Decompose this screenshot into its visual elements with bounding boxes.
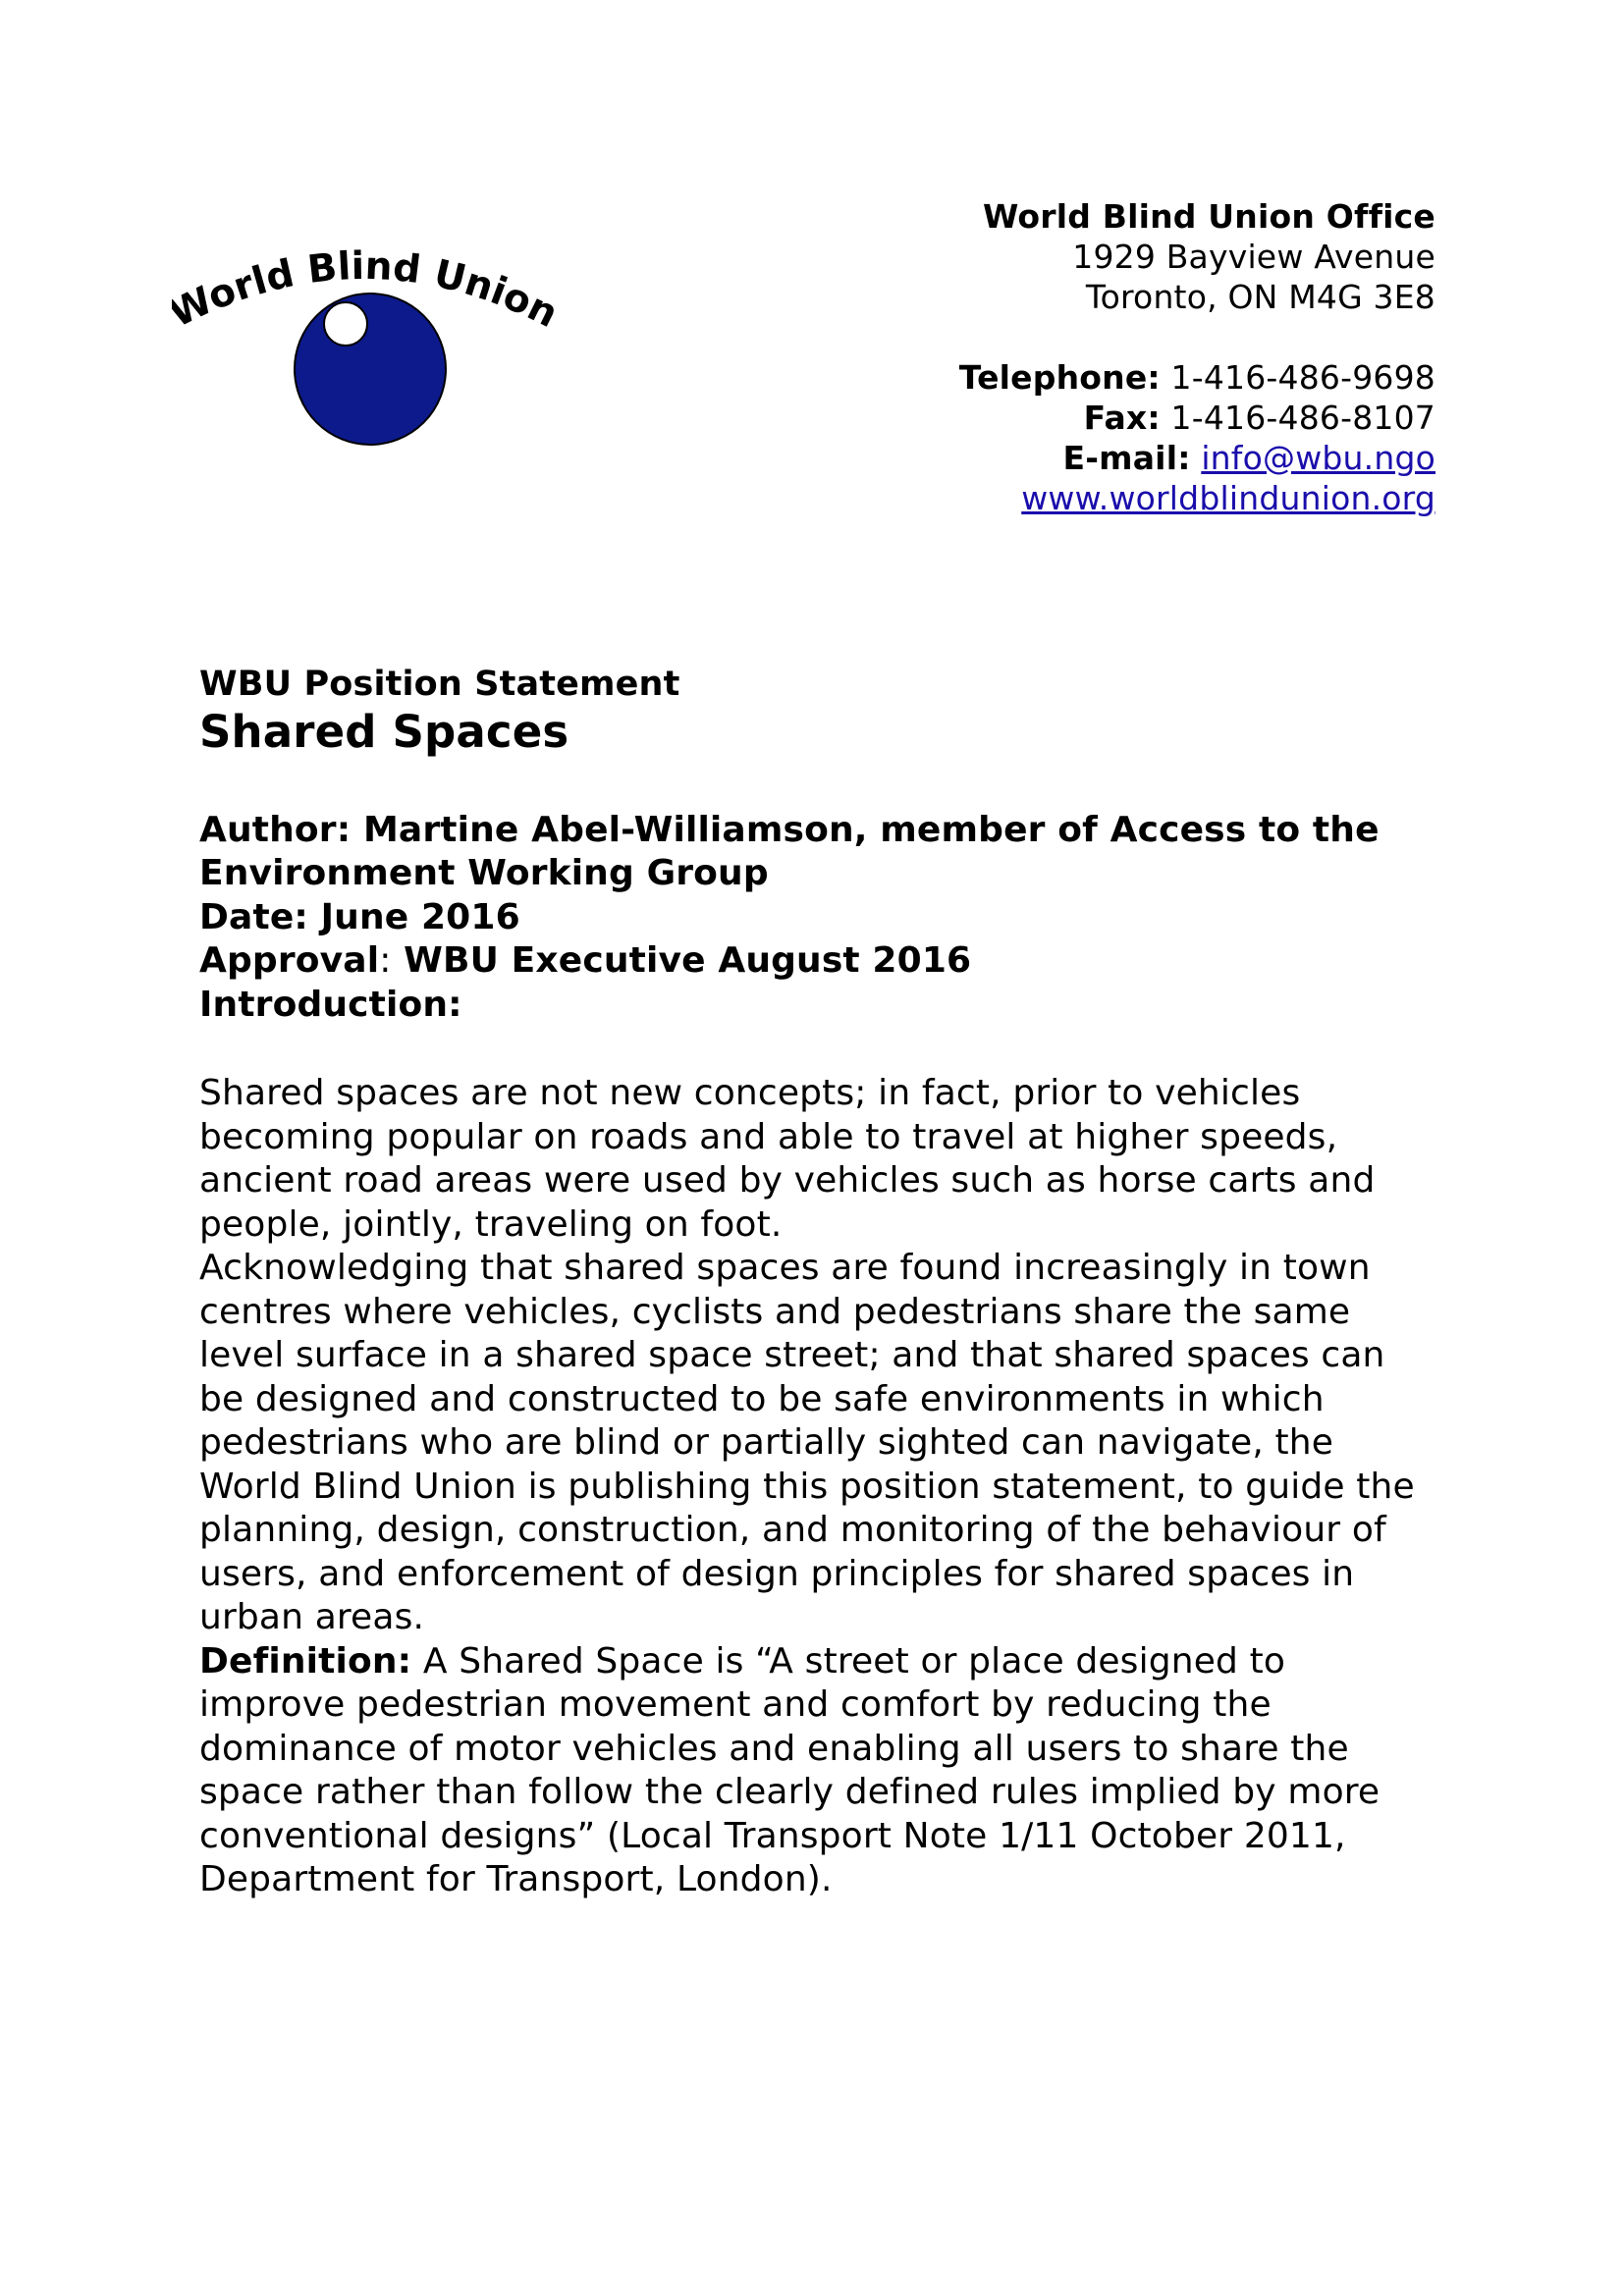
definition-label: Definition: [199,1640,412,1682]
logo-graphic [172,245,569,456]
world-blind-union-logo [172,245,569,456]
date-line: Date: June 2016 [199,896,520,937]
office-email [959,438,1435,478]
office-website [959,478,1435,518]
office-contact-block [959,196,1435,518]
spacer [959,317,1435,357]
website-link[interactable]: www.worldblindunion.org [1021,479,1435,517]
approval-label: Approval [199,940,380,981]
approval-line: Approval: WBU Executive August 2016 [199,940,972,981]
introduction-section [199,1072,1436,1640]
logo-ball-highlight [324,302,367,346]
document-body [199,663,1436,1902]
approval-value: WBU Executive August 2016 [391,940,972,981]
office-fax [959,398,1435,438]
email-label: E-mail: [1062,439,1191,477]
office-street: 1929 Bayview Avenue [1072,238,1435,276]
definition-paragraph [199,1640,1436,1902]
email-link[interactable]: info@wbu.ngo [1201,439,1435,477]
intro-paragraph: Acknowledging that shared spaces are found increasingly in town centres where vehicles, cyclists and pedestrians share the same level surface in a shared space street; and that shared spaces can be designed and constructed to be safe environments in which pedestrians who are blind or partially sighted can navigate, the World Blind Union is publishing this position statement, to guide the planning, design, construction, and monitoring of the behaviour of users, and enforcement of design principles for shared spaces in urban areas. [199,1248,1415,1637]
fax-number: 1-416-486-8107 [1170,399,1435,437]
telephone-number: 1-416-486-9698 [1170,358,1435,397]
office-telephone [959,357,1435,398]
document-title: Shared Spaces [199,705,569,758]
office-city: Toronto, ON M4G 3E8 [1085,278,1435,316]
intro-paragraph: Shared spaces are not new concepts; in fact, prior to vehicles becoming popular on roads and able to travel at higher speeds, ancient road areas were used by vehicles such as horse carts and people, jointly, traveling on foot. [199,1073,1376,1245]
fax-label: Fax: [1083,399,1161,437]
telephone-label: Telephone: [958,358,1161,397]
introduction-heading: Introduction: [199,984,462,1025]
logo-wordmark: orld Blind Union [201,245,565,338]
document-meta [199,809,1436,984]
statement-label: WBU Position Statement [199,665,680,704]
office-name: World Blind Union Office [982,197,1435,236]
definition-text: A Shared Space is “A street or place designed to improve pedestrian movement and comfort by reducing the dominance of motor vehicles and enabling all users to share the space rather than follow the clearly defined rules implied by more conventional designs” (Local Transport Note 1/11 October 2011, Department for Transport, London). [199,1640,1380,1899]
logo-ball [295,294,446,445]
author-line: Author: Martine Abel-Williamson, member of Access to the Environment Working Group [199,809,1380,893]
